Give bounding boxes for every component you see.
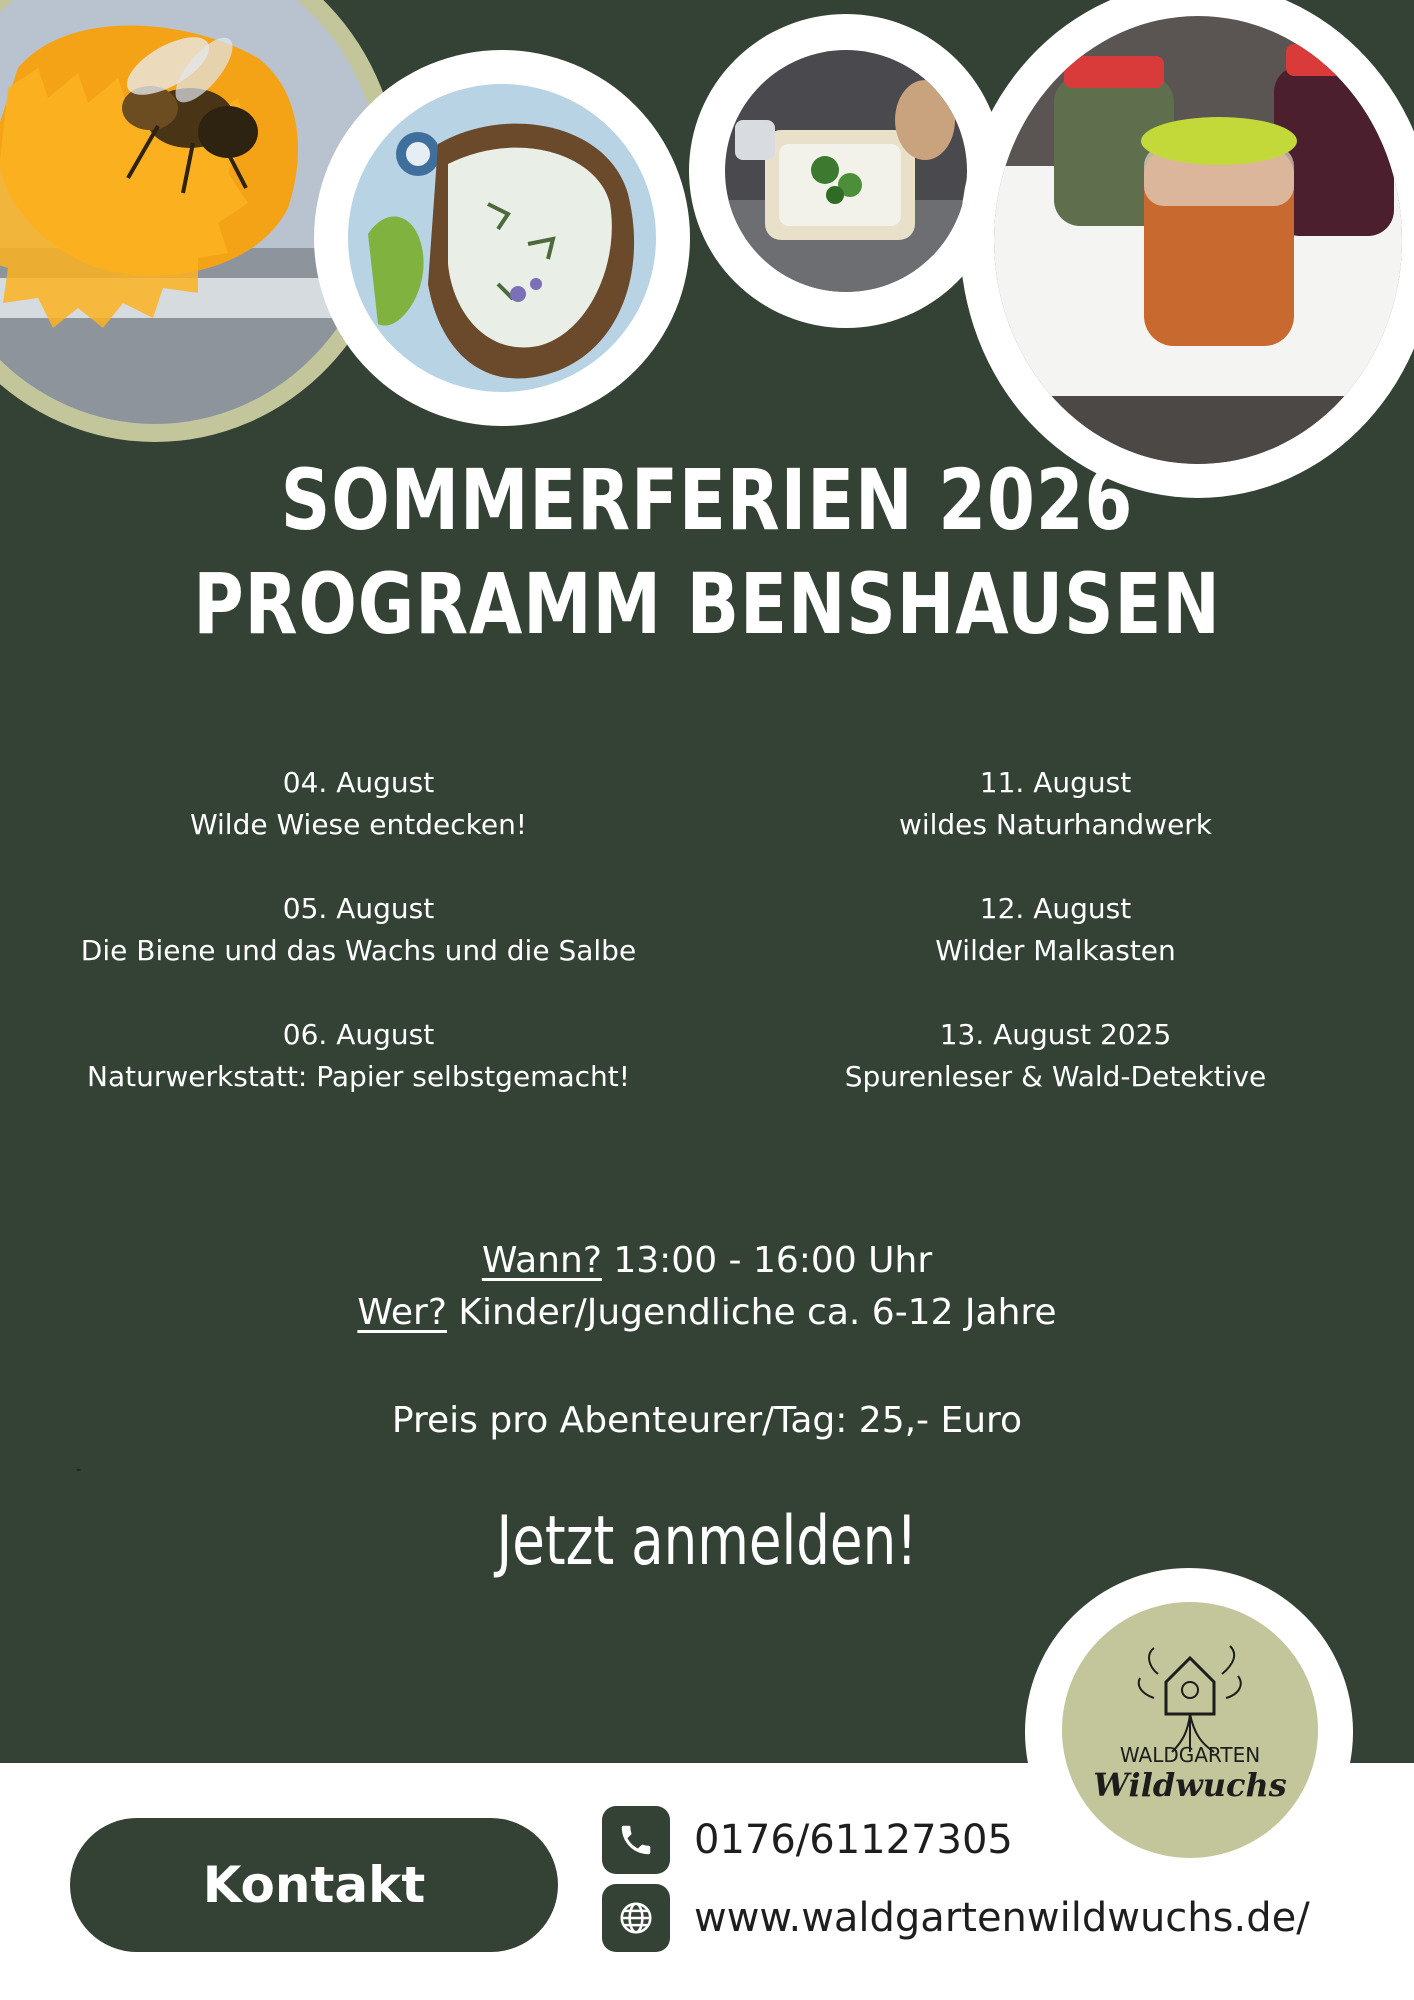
event-title: Wilde Wiese entdecken! <box>189 808 528 841</box>
phone-row <box>602 1806 1013 1874</box>
event-date: 13. August 2025 <box>939 1018 1172 1051</box>
title-line-2: PROGRAMM BENSHAUSEN <box>193 555 1221 653</box>
logo-line-2: Wildwuchs <box>1093 1766 1287 1804</box>
event-item <box>70 888 707 972</box>
phone-icon <box>602 1806 670 1874</box>
event-title: Naturwerkstatt: Papier selbstgemacht! <box>87 1060 630 1093</box>
event-item <box>70 762 707 846</box>
event-date: 04. August <box>282 766 435 799</box>
event-title: wildes Naturhandwerk <box>898 808 1213 841</box>
event-item <box>707 1014 1344 1098</box>
tree-house-icon <box>1062 1602 1318 1858</box>
event-item <box>707 888 1344 972</box>
photo-herb-quark <box>689 14 1003 328</box>
event-title: Wilder Malkasten <box>935 934 1176 967</box>
title-line-1: SOMMERFERIEN 2026 <box>280 451 1134 549</box>
contact-button[interactable]: Kontakt <box>70 1818 558 1952</box>
globe-icon <box>602 1884 670 1952</box>
phone-number[interactable]: 0176/61127305 <box>694 1817 1013 1863</box>
register-cta: Jetzt anmelden! <box>496 1502 918 1581</box>
event-title: Die Biene und das Wachs und die Salbe <box>80 934 637 967</box>
event-date: 06. August <box>282 1018 435 1051</box>
page-title <box>127 448 1286 656</box>
stray-mark: - <box>76 1462 82 1478</box>
website-row <box>602 1884 1310 1952</box>
event-title: Spurenleser & Wald-Detektive <box>844 1060 1267 1093</box>
who-value: Kinder/Jugendliche ca. 6-12 Jahre <box>446 1292 1057 1333</box>
logo-badge <box>1025 1568 1353 1896</box>
event-item <box>70 1014 707 1098</box>
logo-line-1: WALDGARTEN <box>1119 1743 1261 1767</box>
when-label: Wann? <box>481 1240 602 1281</box>
info-when <box>0 1240 1414 1281</box>
website-link[interactable]: www.waldgartenwildwuchs.de/ <box>694 1895 1310 1941</box>
event-date: 05. August <box>282 892 435 925</box>
event-item <box>707 762 1344 846</box>
event-program <box>70 762 1344 1098</box>
photo-herb-bread <box>314 50 690 426</box>
who-label: Wer? <box>357 1292 447 1333</box>
info-price: Preis pro Abenteurer/Tag: 25,- Euro <box>391 1400 1023 1441</box>
logo <box>1062 1602 1318 1858</box>
info-who <box>0 1292 1414 1333</box>
when-value: 13:00 - 16:00 Uhr <box>601 1240 933 1281</box>
event-date: 12. August <box>979 892 1132 925</box>
event-date: 11. August <box>979 766 1132 799</box>
